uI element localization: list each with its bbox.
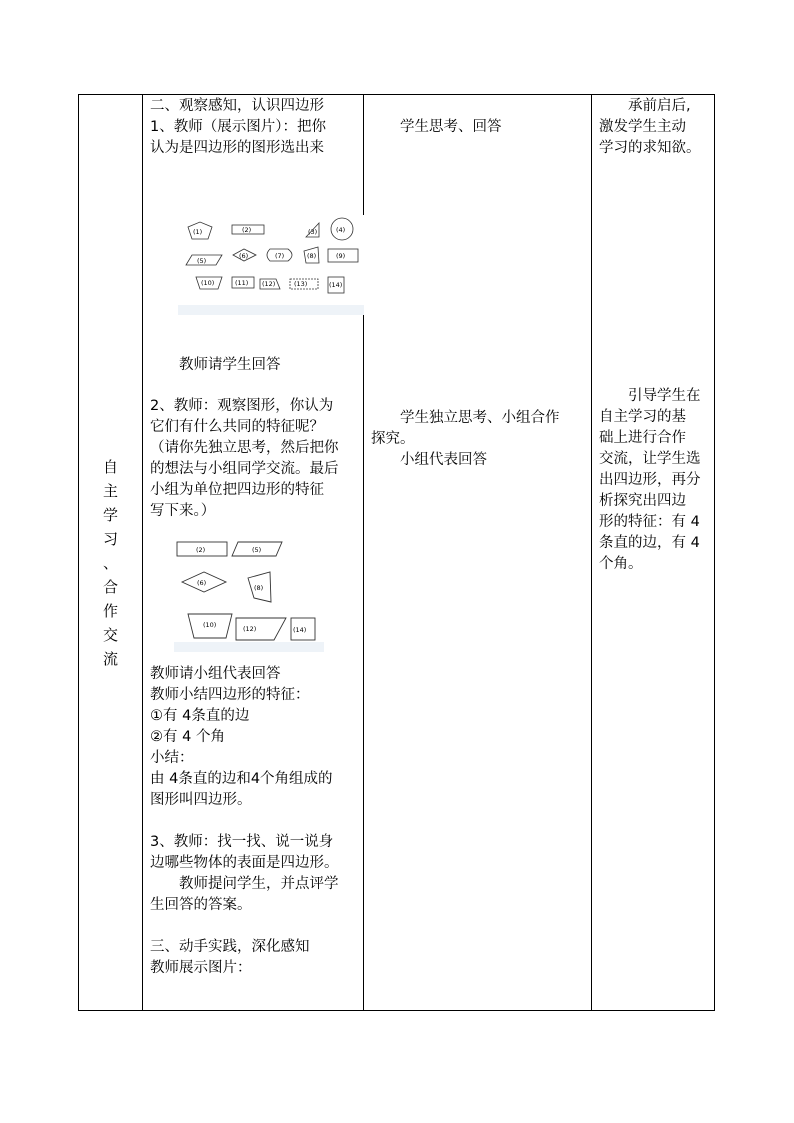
shape-label: (14) <box>329 281 343 289</box>
question-3-follow: 教师提问学生，并点评学 <box>179 876 339 892</box>
design-intent-column <box>599 386 711 1010</box>
question-2-line: 2、教师：观察图形，你认为 <box>150 398 334 414</box>
shape-label: (2) <box>242 226 252 234</box>
shape-label: (4) <box>336 226 346 234</box>
shape-label: (2) <box>196 546 206 554</box>
intent-line: 形的特征：有 4 <box>599 514 700 530</box>
column-divider <box>142 95 143 1010</box>
feature-item: ①有 4条直的边 <box>150 708 250 724</box>
summary-intro: 教师小结四边形的特征： <box>150 687 310 703</box>
stage-char: 习 <box>102 530 118 548</box>
shapes-figure-2 <box>174 538 324 652</box>
column-divider <box>591 95 592 1010</box>
intent-line: 承前启后, <box>628 98 691 114</box>
intent-line: 自主学习的基 <box>599 409 686 425</box>
question-3-line: 边哪些物体的表面是四边形。 <box>150 855 339 871</box>
lesson-table <box>78 94 715 1011</box>
stage-char: 作 <box>102 602 118 620</box>
shape-label: (8) <box>254 584 264 592</box>
shape-label: (9) <box>336 252 346 260</box>
section-title: 二、观察感知，认识四边形 <box>150 98 324 114</box>
feature-item: ②有 4 个角 <box>150 729 225 745</box>
show-picture-text: 教师展示图片： <box>150 960 252 976</box>
stage-char: 交 <box>102 626 118 644</box>
shape-label: (10) <box>203 621 217 629</box>
student-response: 探究。 <box>371 431 415 447</box>
shape-label: (1) <box>193 228 203 236</box>
section-3 <box>150 937 364 979</box>
shape-label: (5) <box>197 257 207 265</box>
shape-label: (12) <box>262 280 276 288</box>
intent-line: 析探究出四边 <box>599 493 686 509</box>
summary-block <box>150 664 364 811</box>
question-3-line: 3、教师：找一找、说一说身 <box>150 834 334 850</box>
stage-char: 学 <box>102 506 118 524</box>
student-activity-column <box>371 408 587 1010</box>
intent-line: 学习的求知欲。 <box>599 140 701 156</box>
shape-label: (11) <box>235 279 249 287</box>
intent-line: 础上进行合作 <box>599 430 686 446</box>
stage-char: 流 <box>102 650 118 668</box>
question-2-line: （请你先独立思考，然后把你 <box>150 440 339 456</box>
summary-line: 图形叫四边形。 <box>150 792 252 808</box>
summary-label: 小结： <box>150 750 194 766</box>
question-2-line: 写下来。） <box>150 503 216 519</box>
intent-line: 条直的边，有 4 <box>599 535 700 551</box>
question-2-line: 小组为单位把四边形的特征 <box>150 482 324 498</box>
student-response: 小组代表回答 <box>400 452 487 468</box>
question-3 <box>150 832 364 916</box>
question-2 <box>150 396 364 522</box>
shape-label: (12) <box>243 625 257 633</box>
shape-label: (8) <box>307 252 317 260</box>
question-1-line: 认为是四边形的图形选出来 <box>150 140 324 156</box>
shape-label: (13) <box>294 280 308 288</box>
shape-label: (7) <box>275 252 285 260</box>
summary-line: 由 4条直的边和4个角组成的 <box>150 771 333 787</box>
stage-char: 、 <box>102 554 118 572</box>
stage-char: 主 <box>102 482 118 500</box>
intent-line: 交流，让学生选 <box>599 451 701 467</box>
intent-line: 出四边形，再分 <box>599 472 701 488</box>
shape-label: (6) <box>239 252 249 260</box>
question-2-line: 它们有什么共同的特征呢？ <box>150 419 324 435</box>
shape-label: (14) <box>293 626 307 634</box>
teacher-activity-column <box>150 96 364 1010</box>
stage-char: 自 <box>102 458 118 476</box>
group-answer-text: 教师请小组代表回答 <box>150 666 281 682</box>
question-2-line: 的想法与小组同学交流。最后 <box>150 461 339 477</box>
shape-label: (5) <box>252 546 262 554</box>
intent-line: 个角。 <box>599 556 643 572</box>
student-response: 学生独立思考、小组合作 <box>400 410 560 426</box>
stage-char: 合 <box>102 578 118 596</box>
intent-line: 激发学生主动 <box>599 119 686 135</box>
shape-label: (3) <box>308 228 318 236</box>
shapes-figure-1 <box>178 215 364 315</box>
section-title: 三、动手实践，深化感知 <box>150 939 310 955</box>
intent-line: 引导学生在 <box>628 388 701 404</box>
ask-answer-text: 教师请学生回答 <box>179 357 281 373</box>
question-1-line: 1、教师（展示图片）：把你 <box>150 119 326 135</box>
student-response: 学生思考、回答 <box>400 119 502 135</box>
shape-label: (6) <box>197 579 207 587</box>
shape-label: (10) <box>201 279 215 287</box>
stage-label <box>79 455 142 671</box>
question-3-follow: 生回答的答案。 <box>150 897 252 913</box>
